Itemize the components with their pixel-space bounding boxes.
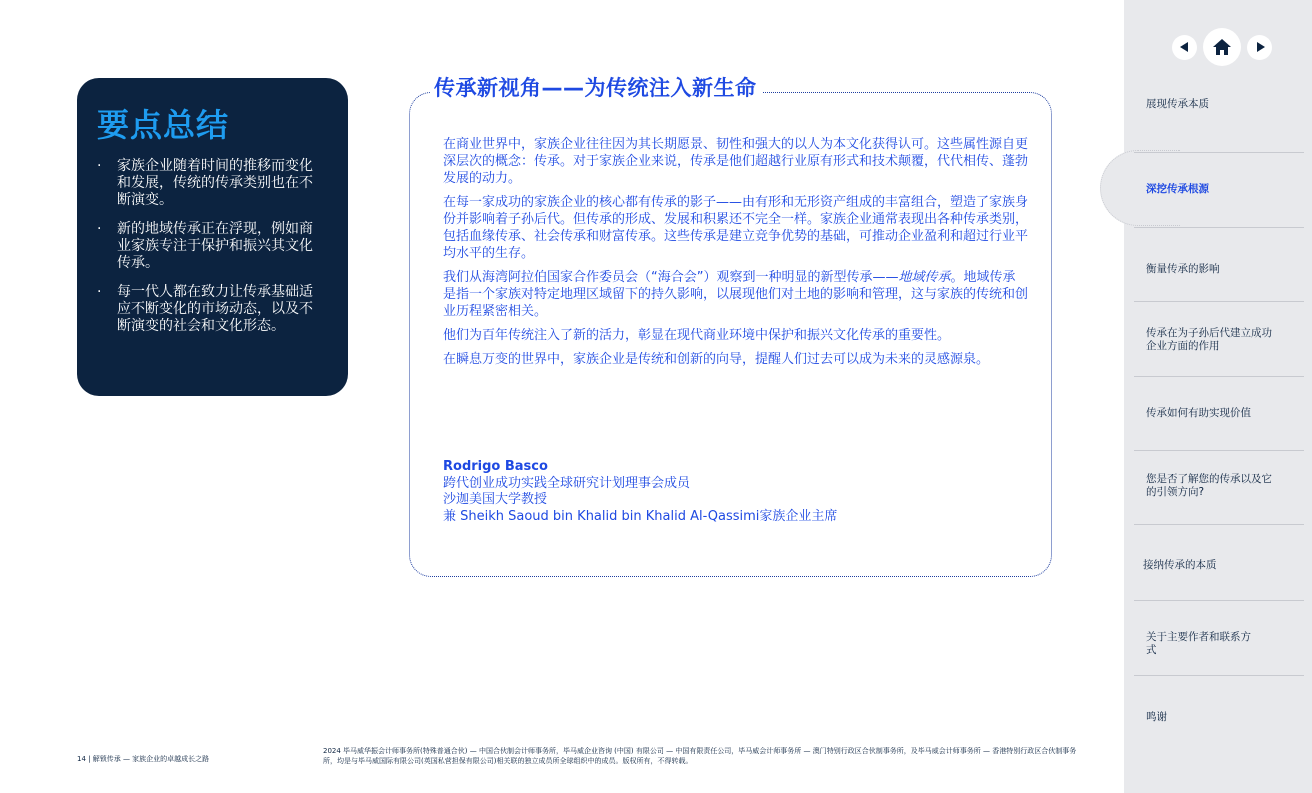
emphasis-term: 地域传承 xyxy=(898,270,951,285)
summary-title: 要点总结 xyxy=(97,106,230,144)
sidebar-item-impact[interactable]: 衡量传承的影响 xyxy=(1146,263,1220,275)
summary-bullet: · 新的地域传承正在浮现，例如商业家族专注于保护和振兴其文化传承。 xyxy=(97,221,326,272)
home-icon xyxy=(1212,38,1232,56)
sidebar-item-roots[interactable]: 深挖传承根源 xyxy=(1146,183,1209,195)
sidebar-item-direction[interactable]: 您是否了解您的传承以及它的引领方向? xyxy=(1146,473,1272,498)
author-role: 沙迦美国大学教授 xyxy=(443,492,548,507)
legal-footer: 2024 毕马威华振会计师事务所(特殊普通合伙) — 中国合伙制会计师事务所，毕马威企业咨询 (中国) 有限公司 — 中国有限责任公司，毕马威会计师事务所 — 澳门特别行政区合伙制事务所，及毕马威会计师事务所 — 香港特别行政区合伙制事务所，均是与毕马威国际有限公司(英国私营担保有限公司)相关联的独立成员所全球组织中的成员。版权所有，不得转载。 xyxy=(323,747,1077,765)
nav-divider xyxy=(1134,376,1304,377)
article-title: 传承新视角——为传统注入新生命 xyxy=(434,76,757,100)
paragraph-text: 我们从海湾阿拉伯国家合作委员会（“海合会”）观察到一种明显的新型传承—— xyxy=(443,270,899,285)
nav-divider xyxy=(1134,600,1304,601)
sidebar-item-authors[interactable]: 关于主要作者和联系方式 xyxy=(1146,631,1251,656)
summary-bullet: · 家族企业随着时间的推移而变化和发展，传统的传承类别也在不断演变。 xyxy=(97,158,326,209)
author-role: 兼 Sheikh Saoud bin Khalid bin Khalid Al-Qassimi家族企业主席 xyxy=(443,508,838,524)
summary-panel xyxy=(77,78,348,396)
arrow-right-icon xyxy=(1257,42,1265,52)
article-paragraph-regional xyxy=(443,269,1028,320)
summary-bullet: · 每一代人都在致力让传承基础适应不断变化的市场动态，以及不断演变的社会和文化形态。 xyxy=(97,284,326,335)
sidebar-item-embrace[interactable]: 接纳传承的本质 xyxy=(1143,559,1217,571)
sidebar-item-essence[interactable]: 展现传承本质 xyxy=(1146,98,1209,110)
author-name: Rodrigo Basco xyxy=(443,459,548,474)
article-paragraph: 他们为百年传统注入了新的活力，彰显在现代商业环境中保护和振兴文化传承的重要性。 xyxy=(443,328,951,343)
nav-divider xyxy=(1134,227,1304,228)
arrow-left-icon xyxy=(1180,42,1188,52)
article-title-wrap xyxy=(430,73,763,103)
nav-divider xyxy=(1134,301,1304,302)
sidebar-item-value[interactable]: 传承如何有助实现价值 xyxy=(1146,407,1251,419)
nav-divider xyxy=(1134,524,1304,525)
author-role: 跨代创业成功实践全球研究计划理事会成员 xyxy=(443,475,691,491)
nav-buttons xyxy=(1172,28,1272,66)
nav-divider xyxy=(1134,450,1304,451)
article-paragraph: 在瞬息万变的世界中，家族企业是传统和创新的向导，提醒人们过去可以成为未来的灵感源泉。 xyxy=(443,352,990,367)
sidebar-item-role[interactable]: 传承在为子孙后代建立成功企业方面的作用 xyxy=(1146,327,1272,352)
article-paragraph: 在商业世界中，家族企业往往因为其长期愿景、韧性和强大的以人为本文化获得认可。这些属性源自更深层次的概念：传承。对于家族企业来说，传承是他们超越行业原有形式和技术颠覆，代代相传、蓬勃发展的动力。 xyxy=(443,137,1029,186)
page-footer-label: 14 | 解锁传承 — 家族企业的卓越成长之路 xyxy=(77,755,210,763)
author-block xyxy=(443,459,1003,525)
article-paragraph: 在每一家成功的家族企业的核心都有传承的影子——由有形和无形资产组成的丰富组合，塑造了家族身份并影响着子孙后代。但传承的形成、发展和积累还不完全一样。家族企业通常表现出各种传承类别，包括血缘传承、社会传承和财富传承。这些传承是建立竞争优势的基础，可推动企业盈利和超过行业平均水平的生存。 xyxy=(443,195,1029,261)
nav-divider xyxy=(1134,152,1304,153)
summary-list xyxy=(97,158,326,335)
article-body xyxy=(443,136,1028,375)
sidebar-item-thanks[interactable]: 鸣谢 xyxy=(1146,711,1167,723)
paragraph-text: 。地域传承是指一个家族对特定地理区域留下的持久影响，以展现他们对土地的影响和管理，这与家族的传统和创业历程紧密相关。 xyxy=(443,270,1029,319)
prev-page-button[interactable] xyxy=(1172,35,1197,60)
next-page-button[interactable] xyxy=(1247,35,1272,60)
nav-divider xyxy=(1134,675,1304,676)
home-button[interactable] xyxy=(1203,28,1241,66)
